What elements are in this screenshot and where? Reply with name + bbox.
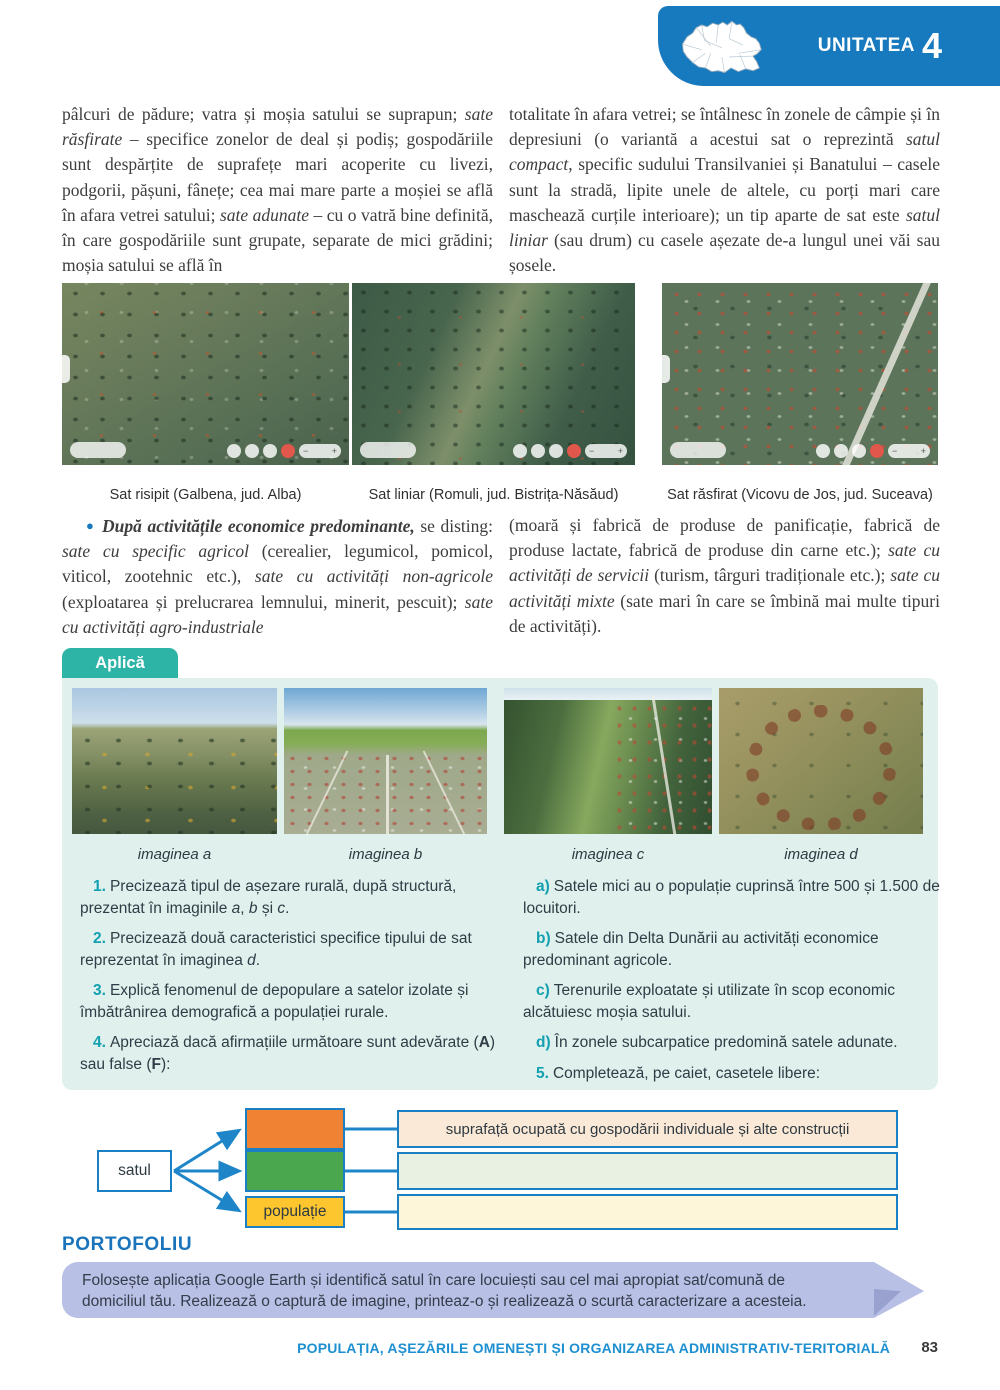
- road-line: [386, 755, 389, 834]
- question-5: [523, 1063, 940, 1085]
- photo-sat-liniar: [352, 283, 635, 465]
- photo-imaginea-b: [284, 688, 487, 834]
- photo-sat-risipit: [62, 283, 349, 465]
- romania-map-icon: [674, 13, 766, 79]
- footer-chapter-title: POPULAȚIA, AȘEZĂRILE OMENEȘTI ȘI ORGANIZAREA ADMINISTRATIV-TERITORIALĂ: [297, 1340, 890, 1356]
- ge-control-icon: [834, 444, 848, 458]
- caption-sat-rasfirat: Sat răsfirat (Vicovu de Jos, jud. Suceava): [667, 487, 933, 503]
- question-5-number: 5.: [536, 1064, 549, 1082]
- ge-scale-pill: [70, 442, 126, 458]
- unit-title: [818, 6, 942, 86]
- zoom-in-icon: +: [617, 445, 623, 456]
- ge-record-icon: [567, 444, 581, 458]
- statement-a-marker: a): [536, 878, 550, 895]
- paragraph-economic-left-text: După activitățile economice predominante, se disting: sate cu specific agricol (cerealier, legumicol, pomicol, viticol, zootehnic etc.), sate cu activități non-agricole (exploatarea și prelucrarea lemnului, minerit, pescuit); sate cu activități agro-industriale: [62, 516, 493, 637]
- question-3-text: Explică fenomenul de depopulare a satelor izolate și îmbătrânirea demografică a populației rurale.: [80, 982, 469, 1021]
- questions-left-column: [80, 876, 502, 1084]
- photo-imaginea-c: [504, 688, 712, 834]
- label-imaginea-a: imaginea a: [137, 846, 212, 863]
- label-imaginea-b: imaginea b: [348, 846, 423, 863]
- photo-imaginea-a: [72, 688, 277, 834]
- question-4-text: Apreciază dacă afirmațiile următoare sunt adevărate (A) sau false (F):: [80, 1034, 496, 1073]
- ge-control-icon: [816, 444, 830, 458]
- question-1: [80, 876, 502, 919]
- statement-a-text: Satele mici au o populație cuprinsă între 500 și 1.500 de locuitori.: [523, 878, 940, 917]
- road-line: [838, 283, 935, 465]
- diagram-root-satul: satul: [97, 1150, 172, 1192]
- diagram-node-vatra-empty: [245, 1108, 345, 1150]
- ge-record-icon: [870, 444, 884, 458]
- ge-zoom-control: [299, 444, 341, 458]
- statement-a: [523, 876, 940, 919]
- question-2-text: Precizează două caracteristici specifice tipului de sat reprezentat în imaginea d.: [80, 930, 472, 969]
- zoom-in-icon: +: [920, 445, 926, 456]
- diagram-description-2-empty: [397, 1152, 898, 1190]
- ge-scale-pill: [360, 442, 416, 458]
- portfolio-box: [62, 1262, 874, 1318]
- ge-nav-tab: [662, 355, 670, 383]
- terrain-texture: [72, 729, 277, 834]
- ge-zoom-control: [585, 444, 627, 458]
- zoom-out-icon: −: [589, 445, 595, 456]
- ge-toolbar: [227, 444, 341, 458]
- question-1-text: Precizează tipul de așezare rurală, după structură, prezentat în imaginile a, b și c.: [80, 878, 457, 917]
- statement-c-text: Terenurile exploatate și utilizate în scop economic alcătuiesc moșia satului.: [523, 982, 895, 1021]
- diagram-node-mosie-empty: [245, 1150, 345, 1192]
- zoom-in-icon: +: [331, 445, 337, 456]
- statement-b-text: Satele din Delta Dunării au activități economice predominant agricole.: [523, 930, 879, 969]
- paragraph-economic-left: [62, 513, 493, 640]
- diagram-node-populatie: populație: [245, 1196, 345, 1228]
- label-imaginea-d: imaginea d: [784, 846, 858, 863]
- zoom-out-icon: −: [892, 445, 898, 456]
- statement-d-marker: d): [536, 1034, 551, 1051]
- question-4: [80, 1032, 502, 1075]
- statement-d-text: În zonele subcarpatice predomină satele adunate.: [554, 1034, 898, 1051]
- portfolio-text: Folosește aplicația Google Earth și identifică satul în care locuiești sau cel mai apropiat sat/comună de domiciliul tău. Realizează o captură de imagine, printeaz-o și realizează o scurtă caracterizare a acesteia.: [82, 1272, 807, 1310]
- diagram-description-1: suprafață ocupată cu gospodării individuale și alte construcții: [397, 1110, 898, 1148]
- question-3: [80, 980, 502, 1023]
- ge-control-icon: [549, 444, 563, 458]
- paragraph-economic-right: (moară și fabrică de produse de panificație, fabrică de produse lactate, fabrică de produse din carne etc.); sate cu activități de servicii (turism, târguri tradiționale etc.); sate cu activități mixte (sate mari în care se îmbină mai multe tipuri de activități).: [509, 515, 940, 636]
- question-4-number: 4.: [93, 1034, 106, 1051]
- zoom-out-icon: −: [303, 445, 309, 456]
- unit-header-banner: [658, 6, 1000, 86]
- circular-village-ring: [746, 705, 896, 831]
- questions-right-column: [523, 876, 940, 1093]
- ge-control-icon: [852, 444, 866, 458]
- statement-c-marker: c): [536, 982, 550, 999]
- caption-sat-risipit: Sat risipit (Galbena, jud. Alba): [109, 487, 302, 503]
- ge-control-icon: [513, 444, 527, 458]
- ge-toolbar: [816, 444, 930, 458]
- paragraph-structure-right: totalitate în afara vetrei; se întâlnesc în zonele de câmpie și în depresiuni (o variantă a acestui sat o reprezintă satul compact, specific sudului Transilvaniei și Banatului – casele sunt la stradă, lipite unele de altele, cu porți mari care maschează curțile interioare); un tip aparte de sat este satul liniar (sau drum) cu casele așezate de-a lungul unei văi sau șosele.: [509, 104, 940, 276]
- photo-sat-rasfirat: [662, 283, 938, 465]
- statement-b-marker: b): [536, 930, 551, 947]
- ge-control-icon: [263, 444, 277, 458]
- unit-label: UNITATEA: [817, 35, 915, 56]
- question-2: [80, 928, 502, 971]
- caption-sat-liniar: Sat liniar (Romuli, jud. Bistrița-Năsăud): [368, 487, 619, 503]
- paragraph-structure-left: pâlcuri de pădure; vatra și moșia satului se suprapun; sate răsfirate – specifice zonelor de deal și podiș; gospodăriile sunt despărțite de suprafețe mari acoperite cu livezi, podgorii, pășuni, fânețe; cea mai mare parte a moșiei se află în afara vetrei satului; sate adunate – cu o vatră bine definită, în care gospodăriile sunt grupate, separate de mici grădini; moșia satului se află în: [62, 104, 493, 276]
- portfolio-heading: PORTOFOLIU: [62, 1234, 193, 1255]
- label-imaginea-c: imaginea c: [571, 846, 645, 863]
- ge-record-icon: [281, 444, 295, 458]
- photo-imaginea-d: [719, 688, 923, 834]
- bullet-icon: ●: [86, 518, 96, 533]
- statement-d: [523, 1032, 940, 1054]
- ge-control-icon: [531, 444, 545, 458]
- ge-control-icon: [245, 444, 259, 458]
- statement-c: [523, 980, 940, 1023]
- question-1-number: 1.: [93, 878, 106, 895]
- statement-b: [523, 928, 940, 971]
- ge-scale-pill: [670, 442, 726, 458]
- ge-zoom-control: [888, 444, 930, 458]
- ge-nav-tab: [62, 355, 70, 383]
- aplica-tab: Aplică: [62, 648, 178, 678]
- diagram-description-3-empty: [397, 1194, 898, 1230]
- footer-page-number: 83: [921, 1339, 938, 1356]
- aplica-section: [62, 678, 938, 1090]
- sky-band: [504, 688, 712, 700]
- question-2-number: 2.: [93, 930, 106, 947]
- question-5-text: Completează, pe caiet, casetele libere:: [552, 1064, 821, 1082]
- unit-number: 4: [921, 25, 942, 66]
- ge-control-icon: [227, 444, 241, 458]
- question-3-number: 3.: [93, 982, 106, 999]
- ge-toolbar: [513, 444, 627, 458]
